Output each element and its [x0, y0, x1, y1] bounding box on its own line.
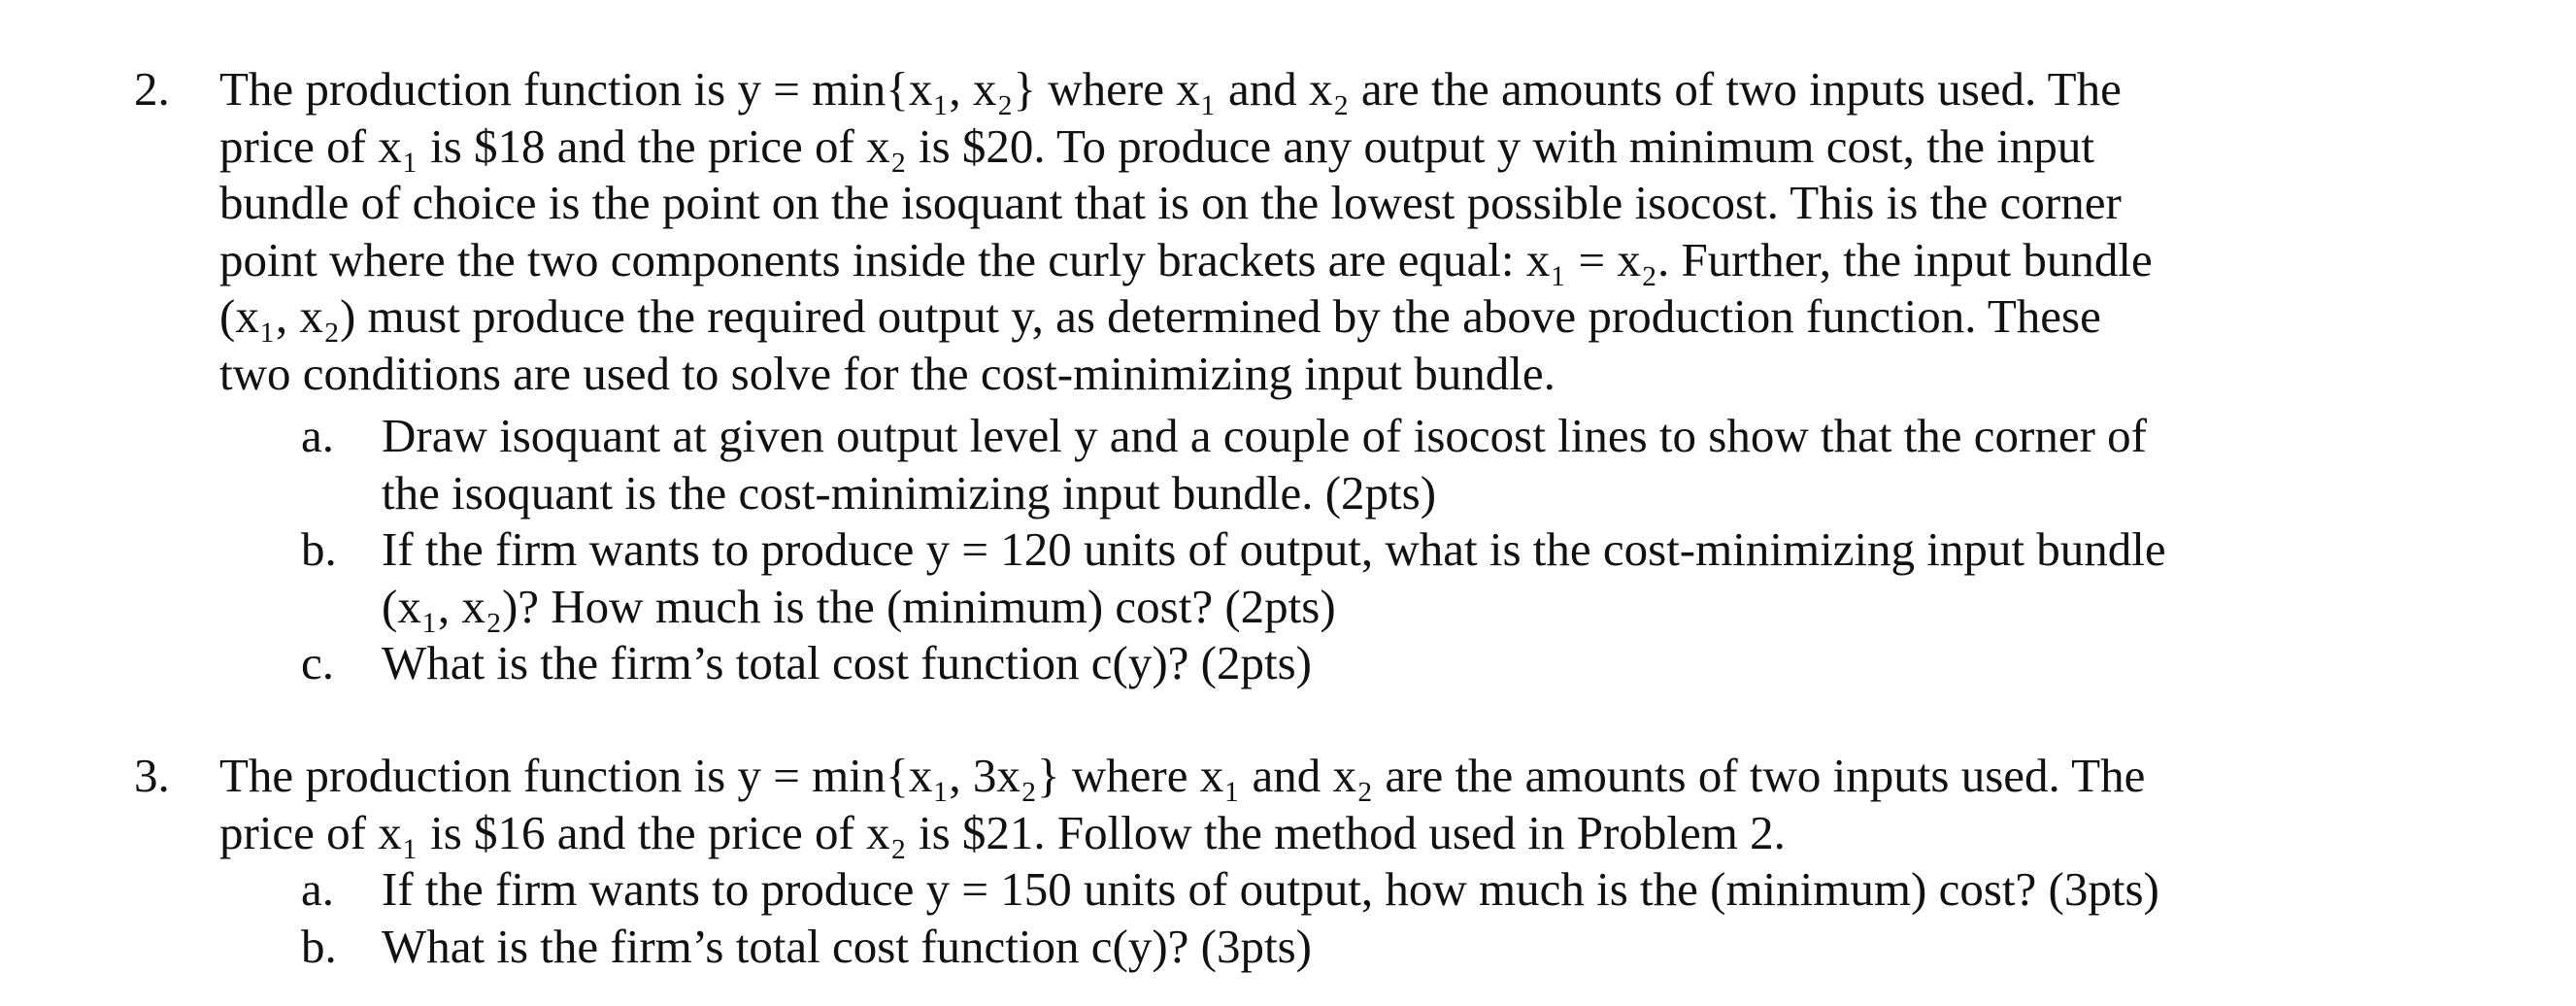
part-text [382, 919, 1312, 976]
part-text [382, 861, 2159, 919]
part-line: What is the firm’s total cost function c(y)? (3pts) [382, 920, 1312, 973]
problem-2-line: bundle of choice is the point on the isoquant that is on the lowest possible isocost. This is the corner [219, 176, 2122, 229]
problem-3-line: price of x₁ is $16 and the price of x₂ is $21. Follow the method used in Problem 2. [219, 805, 1786, 859]
problem-3-number: 3. [134, 749, 170, 802]
cut-off-previous-text [199, 0, 704, 4]
part-text [382, 408, 2147, 521]
part-line: What is the firm’s total cost function c(y)? (2pts) [382, 636, 1312, 689]
problem-2-line: (x₁, x₂) must produce the required output y, as determined by the above production function. These [219, 289, 2101, 343]
part-line: If the firm wants to produce y = 120 units of output, what is the cost-minimizing input bundle [382, 522, 2166, 576]
problem-2-line: point where the two components inside the curly brackets are equal: x₁ = x₂. Further, the input bundle [219, 232, 2153, 286]
problem-3-line: The production function is y = min{x₁, 3x₂} where x₁ and x₂ are the amounts of two inputs used. The [219, 749, 2146, 802]
part-letter: a. [301, 862, 334, 916]
problem-2-number: 2. [134, 62, 170, 116]
part-letter: a. [301, 409, 334, 462]
part-line: the isoquant is the cost-minimizing input bundle. (2pts) [382, 465, 1437, 520]
part-letter: c. [301, 636, 334, 689]
part-letter: b. [301, 522, 337, 576]
part-text [382, 635, 1312, 692]
part-text [382, 521, 2166, 635]
part-line: (x₁, x₂)? How much is the (minimum) cost? (2pts) [382, 579, 1336, 633]
problem-2-line: two conditions are used to solve for the cost-minimizing input bundle. [219, 346, 1556, 400]
part-line: Draw isoquant at given output level y and a couple of isocost lines to show that the corner of [382, 409, 2148, 462]
problem-2-line: price of x₁ is $18 and the price of x₂ is $20. To produce any output y with minimum cost, the input [219, 118, 2095, 173]
problem-2-text [219, 61, 2569, 402]
part-line: If the firm wants to produce y = 150 units of output, how much is the (minimum) cost? (3pts) [382, 862, 2159, 916]
problem-2-line: The production function is y = min{x₁, x₂} where x₁ and x₂ are the amounts of two inputs used. The [219, 62, 2122, 116]
problem-3-text [219, 748, 2569, 861]
part-letter: b. [301, 920, 337, 973]
